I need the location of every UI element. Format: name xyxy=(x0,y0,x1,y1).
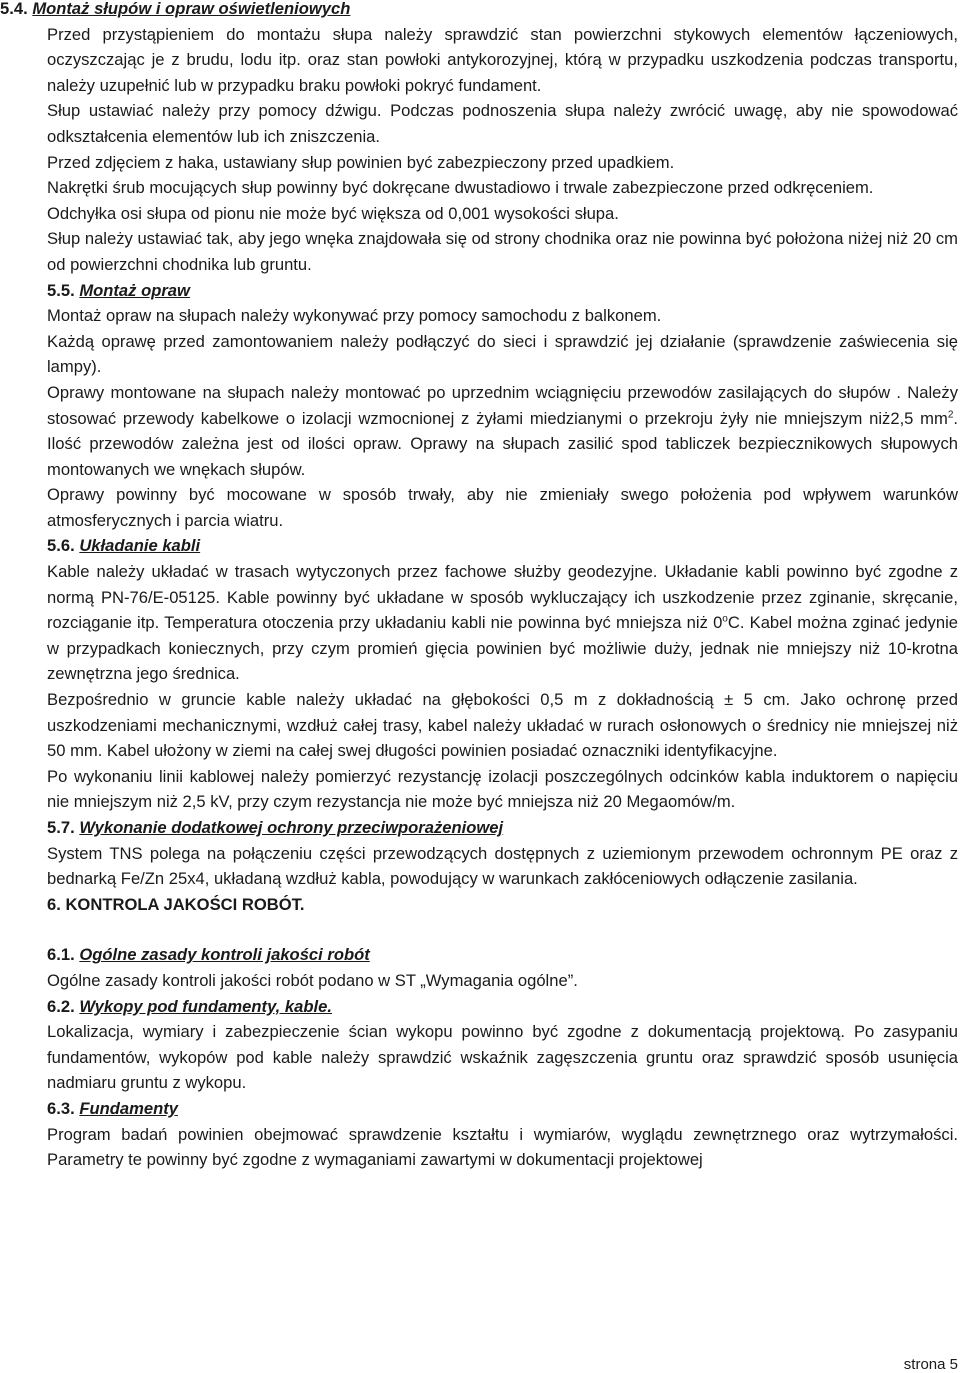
paragraph: Lokalizacja, wymiary i zabezpieczenie ścian wykopu powinno być zgodne z dokumentacją projektową. Po zasypaniu fundamentów, wykopów pod kable należy sprawdzić wskaźnik zagęszczenia gruntu oraz sprawdzić sposób usunięcia nadmiaru gruntu z wykopu. xyxy=(47,1022,958,1093)
chapter-heading-6: 6. KONTROLA JAKOŚCI ROBÓT. xyxy=(47,894,305,914)
paragraph: Przed przystąpieniem do montażu słupa należy sprawdzić stan powierzchni stykowych elementów łączeniowych, oczyszczając je z brudu, lodu itp. oraz stan powłoki antykorozyjnej, którą w przypadku uszkodzenia podczas transportu, należy uzupełnić lub w przypadku braku powłoki pokryć fundament. xyxy=(47,24,958,95)
paragraph: Oprawy powinny być mocowane w sposób trwały, aby nie zmieniały swego położenia pod wpływem warunków atmosferycznych i parcia wiatru. xyxy=(47,485,958,530)
page-number: strona 5 xyxy=(903,1356,958,1373)
paragraph: Montaż opraw na słupach należy wykonywać przy pomocy samochodu z balkonem. xyxy=(47,306,662,326)
paragraph: Nakrętki śrub mocujących słup powinny być dokręcane dwustadiowo i trwale zabezpieczone przed odkręceniem. xyxy=(47,178,874,198)
section-heading-5-7: 5.7. Wykonanie dodatkowej ochrony przeciwporażeniowej xyxy=(47,818,504,837)
paragraph: System TNS polega na połączeniu części przewodzących dostępnych z uziemionym przewodem ochronnym PE oraz z bednarką Fe/Zn 25x4, układaną wzdłuż kabla, powodujący w warunkach zakłóceniowych odłączenie zasilania. xyxy=(47,843,958,889)
section-heading-6-3: 6.3. Fundamenty xyxy=(47,1098,178,1118)
paragraph: Słup należy ustawiać tak, aby jego wnęka znajdowała się od strony chodnika oraz nie powinna być położona niżej niż 20 cm od powierzchni chodnika lub gruntu. xyxy=(47,229,958,274)
paragraph: Każdą oprawę przed zamontowaniem należy podłączyć do sieci i sprawdzić jej działanie (sprawdzenie zaświecenia się lampy). xyxy=(47,331,958,377)
section-heading-6-2: 6.2. Wykopy pod fundamenty, kable. xyxy=(47,996,332,1016)
paragraph: Program badań powinien obejmować sprawdzenie kształtu i wymiarów, wyglądu zewnętrznego oraz wytrzymałości. Parametry te powinny być zgodne z wymaganiami zawartymi w dokumentacji projektowej xyxy=(47,1124,958,1170)
paragraph: Oprawy montowane na słupach należy montować po uprzednim wciągnięciu przewodów zasilających do słupów . Należy stosować przewody kabelkowe o izolacji wzmocnionej z żyłami miedzianymi o przekroju żyły nie mniejszym niż2,5 $mm^2$. Ilość przewodów zależna jest od ilości opraw. Oprawy na słupach zasilić spod tabliczek bezpiecznikowych słupowych montowanych we wnękach słupów. xyxy=(47,382,958,479)
paragraph: Odchyłka osi słupa od pionu nie może być większa od 0,001 wysokości słupa. xyxy=(47,203,619,223)
section-heading-5-6: 5.6. Układanie kabli xyxy=(47,536,201,556)
paragraph: Słup ustawiać należy przy pomocy dźwigu. Podczas podnoszenia słupa należy zwrócić uwagę, aby nie spowodować odkształcenia elementów lub ich zniszczenia. xyxy=(47,101,958,146)
section-heading-5-5: 5.5. Montaż opraw xyxy=(47,280,190,300)
paragraph: Ogólne zasady kontroli jakości robót podano w ST „Wymagania ogólne”. xyxy=(47,970,578,990)
paragraph: Bezpośrednio w gruncie kable należy układać na głębokości 0,5 m z dokładnością ± 5 cm. Jako ochronę przed uszkodzeniami mechanicznymi, wzdłuż całej trasy, kabel należy układać w rurach osłonowych o średnicy nie mniejszej niż 50 mm. Kabel ułożony w ziemi na całej swej długości powinien posiadać oznaczniki identyfikacyjne. xyxy=(47,690,958,761)
paragraph: Po wykonaniu linii kablowej należy pomierzyć rezystancję izolacji poszczególnych odcinków kabla induktorem o napięciu nie mniejszym niż 2,5 kV, przy czym rezystancja nie może być mniejsza niż 20 Megaomów/m. xyxy=(47,766,958,812)
paragraph: Przed zdjęciem z haka, ustawiany słup powinien być zabezpieczony przed upadkiem. xyxy=(47,152,675,172)
section-heading-5-4: 5.4. Montaż słupów i opraw oświetleniowych xyxy=(0,0,351,18)
section-heading-6-1: 6.1. Ogólne zasady kontroli jakości robót xyxy=(47,945,370,965)
paragraph: Kable należy układać w trasach wytyczonych przez fachowe służby geodezyjne. Układanie kabli powinno być zgodne z normą PN-76/E-05125. Kable powinny być układane w sposób wykluczający ich uszkodzenie przez zginanie, skręcanie, rozciąganie itp. Temperatura otoczenia przy układaniu kabli nie powinna być mniejsza niż 0$^o$C. Kabel można zginać jedynie w przypadkach koniecznych, przy czym promień gięcia powinien być możliwie duży, jednak nie mniejszy niż 10-krotna zewnętrzna jego średnica. xyxy=(47,562,958,684)
